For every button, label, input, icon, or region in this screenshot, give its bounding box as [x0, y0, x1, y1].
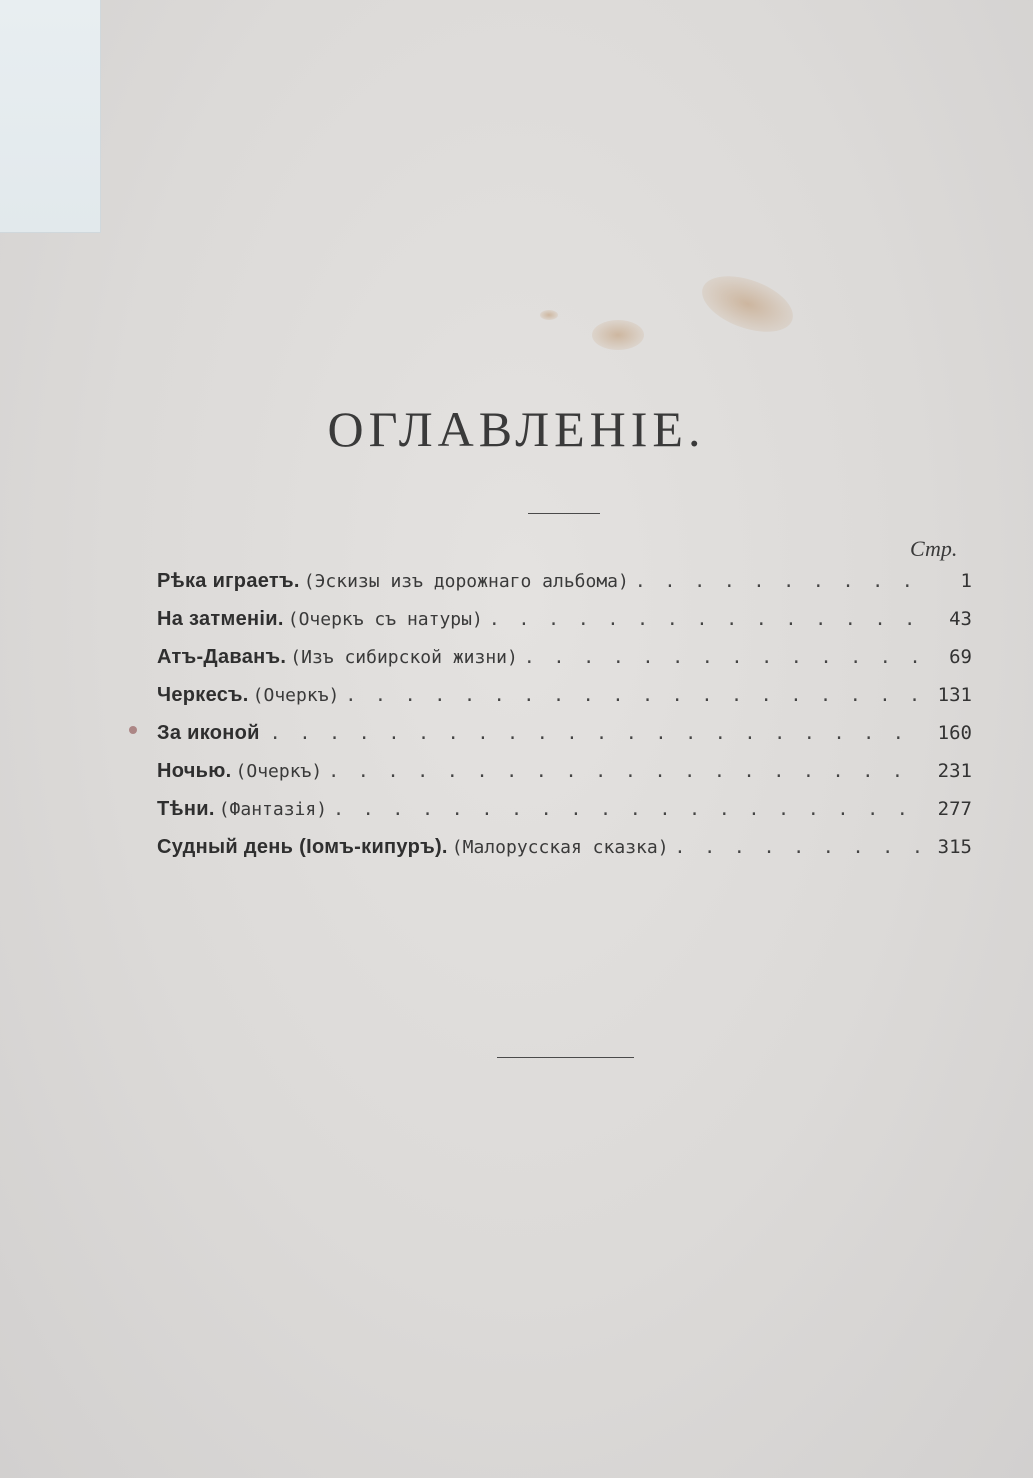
margin-dot: [129, 726, 137, 734]
paper-tape: [0, 0, 101, 233]
entry-page: 69: [949, 646, 972, 668]
entry-subtitle: (Эскизы изъ дорожнаго альбома): [303, 571, 629, 592]
dot-leader: [333, 791, 926, 829]
toc-entry: [157, 600, 972, 638]
entry-page: 160: [937, 722, 972, 744]
toc-entry: [157, 790, 972, 828]
entry-title: Атъ-Даванъ.: [157, 646, 287, 668]
entry-subtitle: (Фантазія): [218, 799, 328, 820]
dot-leader: [489, 601, 926, 639]
entry-title: Судный день (Іомъ-кипуръ).: [157, 836, 448, 858]
dot-leader: [635, 563, 926, 601]
toc-entry: [157, 828, 972, 866]
dot-leader: [524, 639, 926, 677]
entry-title: Черкесъ.: [157, 684, 249, 706]
title-rule: [528, 513, 600, 514]
entry-page: 43: [949, 608, 972, 630]
toc-entry: [157, 676, 972, 714]
toc-entry: [157, 714, 972, 752]
entry-title: Ночью.: [157, 760, 232, 782]
entry-subtitle: (Малорусская сказка): [451, 837, 669, 858]
stain-mark: [540, 310, 558, 320]
entry-subtitle: (Изъ сибирской жизни): [290, 647, 518, 668]
entry-subtitle: (Очеркъ): [235, 761, 323, 782]
stain-mark: [592, 320, 644, 350]
bottom-rule: [497, 1057, 634, 1058]
entry-subtitle: (Очеркъ съ натуры): [287, 609, 483, 630]
stain-mark: [695, 265, 801, 343]
dot-leader: [675, 829, 926, 867]
entry-title: На затменіи.: [157, 608, 284, 630]
page-column-label: Стр.: [910, 536, 958, 561]
page-title: ОГЛАВЛЕНІЕ.: [327, 401, 706, 457]
entry-subtitle: (Очеркъ): [252, 685, 340, 706]
entry-page: 231: [937, 760, 972, 782]
toc-entry: [157, 752, 972, 790]
dot-leader: [270, 715, 926, 753]
dot-leader: [328, 753, 926, 791]
entry-title: За иконой: [157, 722, 260, 744]
entry-page: 1: [960, 570, 972, 592]
entry-page: 277: [937, 798, 972, 820]
table-of-contents: [157, 562, 972, 866]
dot-leader: [345, 677, 926, 715]
toc-entry: [157, 638, 972, 676]
entry-title: Тѣни.: [157, 798, 215, 820]
entry-title: Рѣка играетъ.: [157, 570, 300, 592]
entry-page: 131: [937, 684, 972, 706]
toc-entry: [157, 562, 972, 600]
entry-page: 315: [937, 836, 972, 858]
